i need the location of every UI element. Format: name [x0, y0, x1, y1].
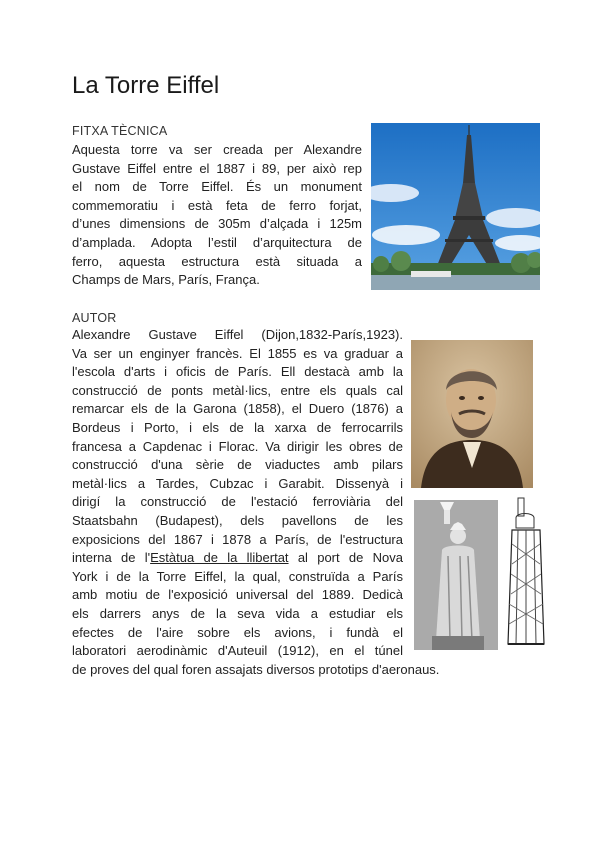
text-line: efectes de l'aire sobre els avions, i fundà el — [72, 624, 403, 640]
text-line: Champs de Mars, París, França. — [72, 272, 260, 288]
text-line: el nom de Torre Eiffel. És un monument — [72, 179, 362, 195]
text-line: Bordeus i Porto, i els de la xarxa de ferrocarrils — [72, 419, 403, 435]
text-line: d’unes dimensions de 305m d’alçada i 125m — [72, 216, 362, 232]
text-fragment: al port de Nova — [288, 550, 403, 566]
text-line: d’amplada. Adopta l’estil d’arquitectura de — [72, 234, 362, 250]
text-line: construcció de ponts metàl·lics, entre els quals cal — [72, 382, 403, 398]
fitxa-paragraph — [72, 141, 362, 290]
page-title: La Torre Eiffel — [72, 72, 220, 99]
statue-of-liberty-photo — [414, 500, 498, 650]
text-line: Va ser un enginyer francès. El 1855 es va graduar a — [72, 345, 403, 361]
text-line: exposicions del 1867 i 1878 a París, de l'estructura — [72, 531, 403, 547]
text-line: Staatsbahn (Budapest), dels pavellons de les — [72, 512, 403, 528]
text-line: de proves del qual foren assajats diversos prototips d'aeronaus. — [72, 661, 440, 677]
text-line: amb motiu de l'exposició universal del 1889. Dedicà — [72, 587, 403, 603]
text-line: York i de la Torre Eiffel, la qual, construïda a París — [72, 568, 403, 584]
statue-of-liberty-link[interactable]: Estàtua de la llibertat — [150, 550, 289, 566]
text-line: ferro, aquesta estructura està situada a — [72, 253, 362, 269]
section-heading-autor: AUTOR — [72, 311, 117, 325]
text-line: Gustave Eiffel entre el 1887 i 89, per això rep — [72, 160, 362, 176]
text-line: remarcar els de la Garona (1858), el Duero (1876) a — [72, 401, 403, 417]
text-line: laboratori aerodinàmic d'Auteuil (1912), en el túnel — [72, 643, 403, 659]
text-line: l'escola d'arts i oficis de París. Ell destacà amb la — [72, 364, 403, 380]
text-line: els darrers anys de la seva vida a estudiar els — [72, 605, 403, 621]
text-line: commemoratiu i està feta de ferro forjat, — [72, 197, 362, 213]
text-line: dirigí la construcció de l'estació ferroviària del — [72, 494, 403, 510]
text-line: construcció d'una sèrie de viaductes amb pilars — [72, 457, 403, 473]
text-line: metàl·lics a Tardes, Cubzac i Garabit. Dissenyà i — [72, 475, 403, 491]
eiffel-portrait-photo — [411, 340, 533, 488]
eiffel-tower-photo — [371, 123, 540, 290]
autor-paragraph-upper — [72, 326, 440, 679]
statue-structure-drawing — [504, 494, 548, 652]
section-heading-fitxa: FITXA TÈCNICA — [72, 124, 168, 138]
text-line: francesa a Capdenac i Florac. Va dirigir les obres de — [72, 438, 403, 454]
text-line — [72, 549, 403, 568]
text-fragment: interna de l' — [72, 550, 151, 566]
text-line: Aquesta torre va ser creada per Alexandre — [72, 142, 362, 157]
text-line: Alexandre Gustave Eiffel (Dijon,1832-París,1923). — [72, 327, 403, 342]
